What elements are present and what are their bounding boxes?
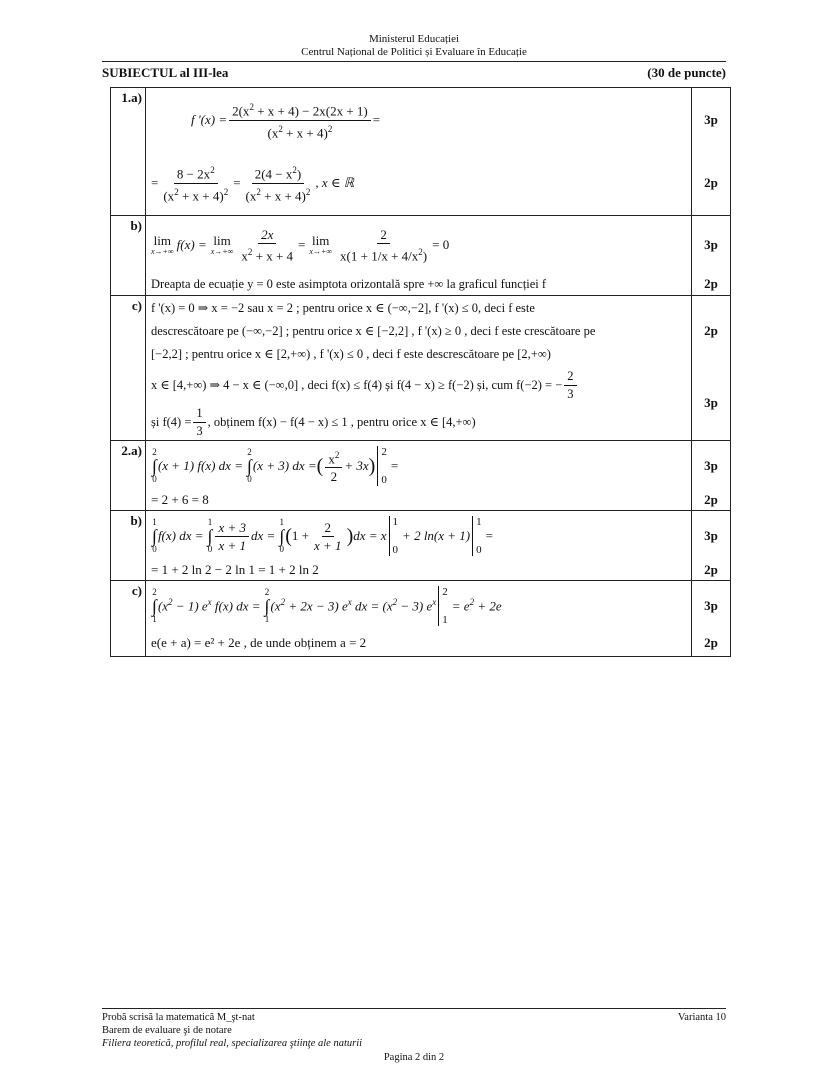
points-1c-2: 3p [704,395,718,410]
row-2b [111,511,731,581]
footer-line1 [102,1012,726,1024]
points-1a-1: 3p [704,112,718,127]
section-points: (30 de puncte) [647,65,726,80]
formula-2c-line1: 2 ∫ 1 $(x^2 - 1)$ $e^x$ f(x) dx = 2 ∫ 1 $(x^2 + 2x - 3)$ $e^x$ dx = $(x^2 - 3)$ $e^x$ 2 1 = $e^2 + 2e$ [152,586,502,626]
header-rule [102,61,726,62]
ministry-header: Ministerul Educației [368,33,460,45]
section-title-text: SUBIECTUL al III-lea [102,65,229,80]
text-1c-line1: f '(x) = 0 ⇒ x = −2 sau x = 2 ; pentru orice x ∈ (−∞,−2], f '(x) ≤ 0, deci f este [151,300,535,315]
label-1b: b) [130,218,142,233]
label-1a: 1.a) [121,90,142,105]
formula-2c-line2: e(e + a) = e² + 2e , de unde obținem a = 2 [151,635,367,650]
page-number: Pagina 2 din 2 [383,1052,445,1063]
formula-1b-line1: lim x→+∞ f(x) = lim x→+∞ $\frac{2x}{x^2 + x + 4}$ = lim x→+∞ $\frac{2}{x(1 + 1/x + 4/x^2)}$ = 0 [151,226,450,264]
footer-line2: Barem de evaluare şi de notare [102,1025,232,1036]
text-1b: Dreapta de ecuație y = 0 este asimptota orizontală spre +∞ la graficul funcției f [151,276,547,291]
row-1c [111,296,731,441]
formula-2b-line2: = 1 + 2 ln 2 − 2 ln 1 = 1 + 2 ln 2 [151,562,319,577]
points-2b-2: 2p [704,562,718,577]
formula-1a-line2: = $\frac{8 - 2x^2}{(x^2 + x + 4)^2}$ = $\frac{2(4 - x^2)}{(x^2 + x + 4)^2}$ , x ∈ ℝ [151,165,355,203]
text-1c-line5-text: , obținem f(x) − f(4 − x) ≤ 1 , pentru orice x ∈ [4,+∞) [207,415,476,429]
domain-1a: , x ∈ ℝ [315,175,355,190]
label-2a: 2.a) [121,443,142,458]
formula-2a-line1: 2 ∫ 0 (x + 1) f(x) dx = 2 ∫ 0 (x + 3) dx = ( $x^2$ 2 + 3x ) 2 0 = [152,446,399,486]
points-1b-2: 2p [704,276,718,291]
section-title [102,65,726,81]
footer-exam-name: Probă scrisă la matematică M_şt-nat [102,1012,255,1023]
row-2a [111,441,731,511]
center-header: Centrul Național de Politici și Evaluare în Educație [301,46,527,58]
formula-2b-line1: 1 ∫ 0 f(x) dx = 1 ∫ 0 x + 3 x + 1 dx = 1 ∫ 0 ( 1 + $\frac{2}{x + 1}$ ) dx = x 1 0 + 2 ln(x + 1) 1 0 = [152,516,493,556]
text-1c-line2: descrescătoare pe (−∞,−2] ; pentru orice x ∈ [−2,2] , f '(x) ≥ 0 , deci f este crescătoare pe [151,323,596,338]
row-1b [111,216,731,296]
formula-2a-line2: = 2 + 6 = 8 [151,492,209,507]
row-2c [111,581,731,657]
row-1a [111,88,731,216]
footer-rule [102,1008,726,1009]
points-2a-2: 2p [704,492,718,507]
points-1a-2: 2p [704,175,718,190]
text-1c-line4: x ∈ [4,+∞) ⇒ 4 − x ∈ (−∞,0] , deci f(x) ≤ f(4) și f(4 − x) ≥ f(−2) și, cum f(−2) = − $\frac{2}{3}$ [146,366,691,404]
footer-variant: Varianta 10 [677,1012,726,1023]
points-1b-1: 3p [704,237,718,252]
points-2c-2: 2p [704,635,718,650]
text-1c-line4-text: x ∈ [4,+∞) ⇒ 4 − x ∈ (−∞,0] , deci f(x) ≤ f(4) și f(4 − x) ≥ f(−2) și, cum f(−2) = − [151,378,563,392]
label-2c: c) [131,583,142,598]
points-2c-1: 3p [704,598,718,613]
formula-1a-line1: f '(x) = $\frac{2(x^2 + x + 4) - 2x(2x + 1)}{(x^2 + x + 4)^2}$ = [191,102,381,140]
points-2b-1: 3p [704,528,718,543]
points-2a-1: 3p [704,458,718,473]
grading-table [110,87,731,657]
text-1c-line3: [−2,2] ; pentru orice x ∈ [2,+∞) , f '(x) ≤ 0 , deci f este descrescătoare pe [2,+∞) [151,347,551,361]
footer-line3: Filiera teoretică, profilul real, specializarea ştiinţe ale naturii [102,1038,363,1049]
points-1c-1: 2p [704,323,718,338]
text-1c-line5: și f(4) = $\frac{1}{3}$ , obținem f(x) − f(4 − x) ≤ 1 , pentru orice x ∈ [4,+∞) [151,405,476,438]
label-2b: b) [130,513,142,528]
label-1c: c) [131,298,142,313]
